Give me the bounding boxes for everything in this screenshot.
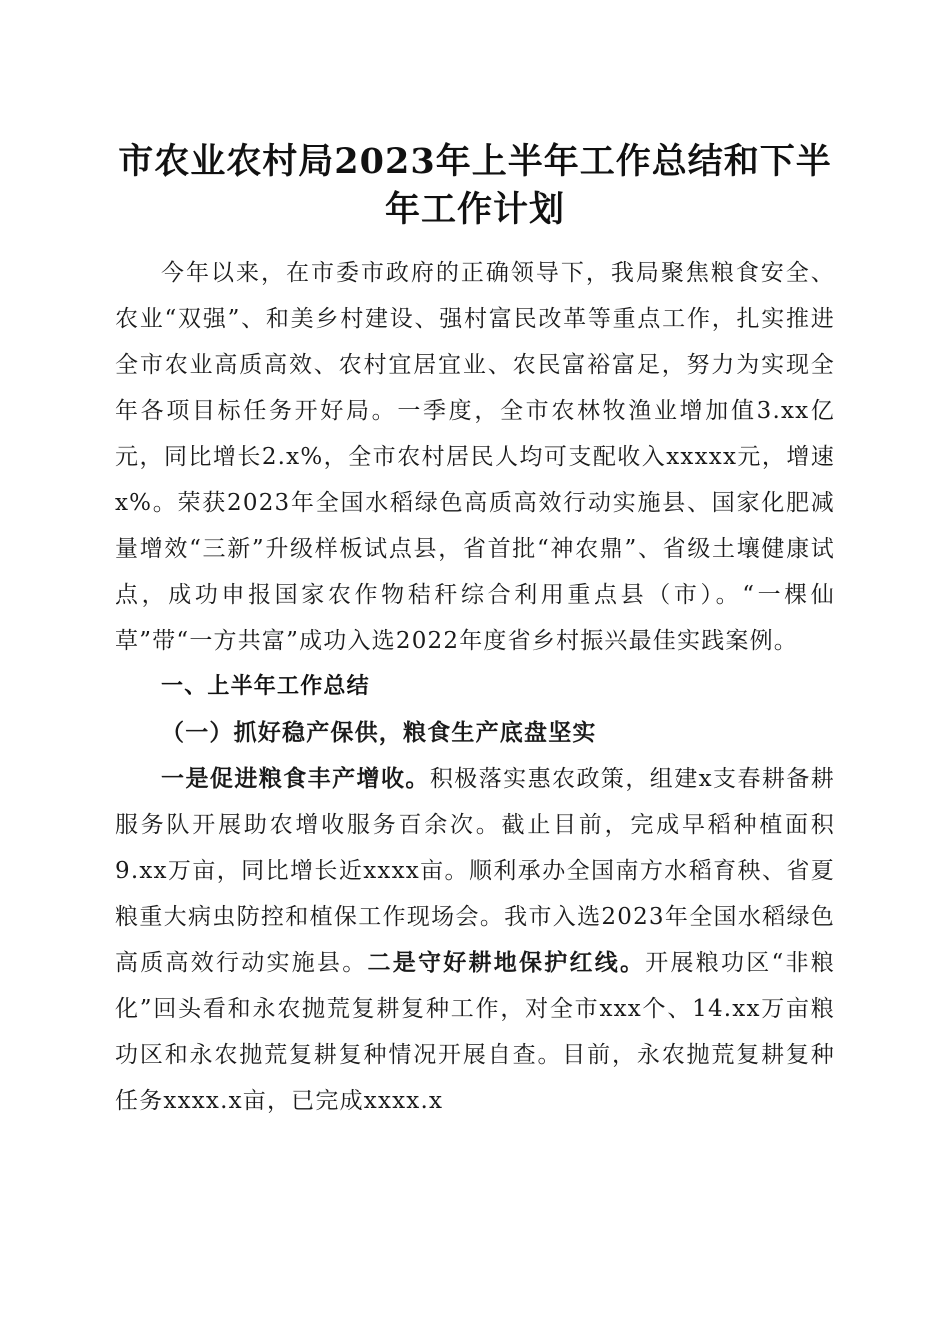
lead-phrase-farmland-protection: 二是守好耕地保护红线。 [367,949,646,976]
document-title-line-2: 年工作计划 [384,189,565,230]
section-heading-first-half-summary: 一、上半年工作总结 [161,674,370,699]
paragraph-text-farmland-protection: 开展粮功区“非粮化”回头看和永农抛荒复耕复种工作，对全市xxx个、14.xx万亩粮功区和永农抛荒复耕复种情况开展自查。目前，永农抛荒复耕复种任务xxxx.x亩，已完成xxxx.x [115,950,835,1114]
document-body [115,250,835,1124]
intro-paragraph: 今年以来，在市委市政府的正确领导下，我局聚焦粮食安全、农业“双强”、和美乡村建设、强村富民改革等重点工作，扎实推进全市农业高质高效、农村宜居宜业、农民富裕富足，努力为实现全年各项目标任务开好局。一季度，全市农林牧渔业增加值3.xx亿元，同比增长2.x%，全市农村居民人均可支配收入xxxxx元，增速x%。荣获2023年全国水稻绿色高质高效行动实施县、国家化肥减量增效“三新”升级样板试点县，省首批“神农鼎”、省级土壤健康试点，成功申报国家农作物秸秆综合利用重点县（市）。“一棵仙草”带“一方共富”成功入选2022年度省乡村振兴最佳实践案例。 [115,260,835,654]
subsection-heading-grain-production: （一）抓好稳产保供，粮食生产底盘坚实 [161,719,597,746]
paragraph-text-grain-increase: 积极落实惠农政策，组建x支春耕备耕服务队开展助农增收服务百余次。截止目前，完成早稻种植面积9.xx万亩，同比增长近xxxx亩。顺利承办全国南方水稻育秧、省夏粮重大病虫防控和植保工作现场会。我市入选2023年全国水稻绿色高质高效行动实施县。 [115,766,836,976]
lead-phrase-grain-increase: 一是促进粮食丰产增收。 [161,765,430,792]
document-title-line-1: 市农业农村局2023年上半年工作总结和下半 [118,141,832,182]
paragraph-grain-production [115,756,835,1124]
